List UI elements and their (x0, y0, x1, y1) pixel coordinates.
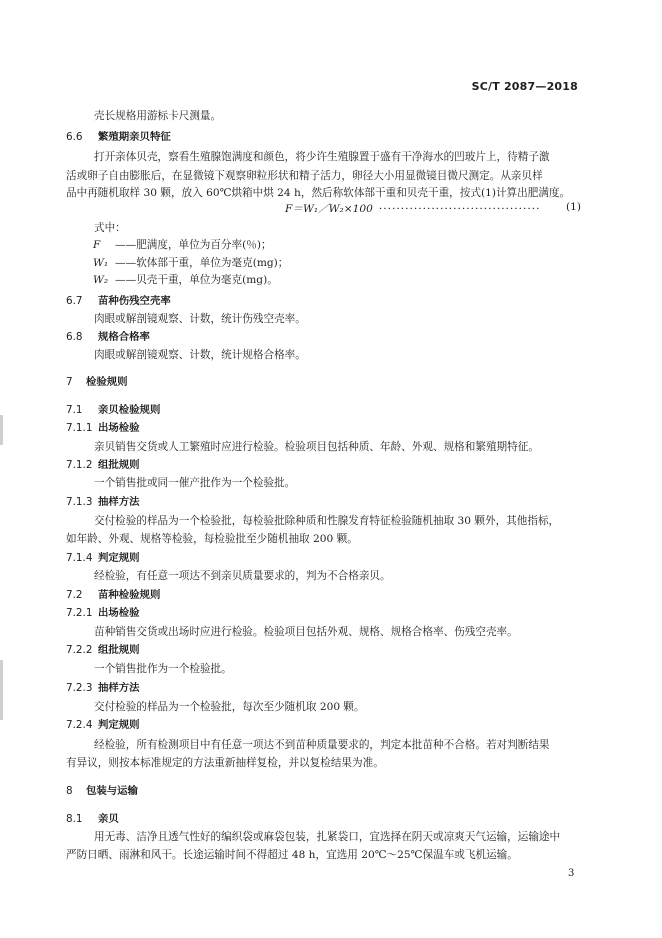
formula-expression: F＝W₁／W₂×100 (285, 203, 373, 215)
section-number: 7.2.2 (66, 644, 93, 656)
section-number: 7.1 (66, 404, 83, 416)
paragraph-line: 如年龄、外观、规格等检验，每检验批至少随机抽取 200 颗。 (66, 533, 358, 545)
paragraph-line: 苗种销售交货或出场时应进行检验。检验项目包括外观、规格、规格合格率、伤残空壳率。 (94, 626, 518, 638)
section-heading-6-8 (66, 330, 150, 344)
equation-number: (1) (566, 201, 582, 213)
section-number: 7.1.3 (66, 496, 93, 508)
formula (285, 201, 541, 216)
section-heading-7-1 (66, 403, 160, 417)
paragraph-line: 亲贝销售交货或人工繁殖时应进行检验。检验项目包括种质、年龄、外观、规格和繁殖期特征。 (94, 441, 539, 453)
section-title: 组批规则 (98, 459, 140, 471)
section-heading-7 (66, 375, 128, 389)
formula-leader-dots: ····································· (378, 203, 541, 215)
section-heading-6-7 (66, 294, 171, 308)
section-number: 7.2.1 (66, 607, 93, 619)
section-heading-8-1 (66, 812, 119, 826)
definition-symbol: W₁ (93, 257, 109, 269)
section-title: 检验规则 (86, 376, 128, 388)
scan-edge-mark (0, 415, 3, 445)
section-number: 7.1.2 (66, 459, 93, 471)
paragraph-line: 经检验，所有检测项目中有任意一项达不到苗种质量要求的，判定本批苗种不合格。若对判断结果 (94, 739, 550, 751)
paragraph-line: 一个销售批或同一催产批作为一个检验批。 (94, 477, 296, 489)
paragraph-line: 交付检验的样品为一个检验批，每次至少随机取 200 颗。 (94, 701, 365, 713)
section-number: 7.2.3 (66, 682, 93, 694)
section-title: 规格合格率 (98, 331, 150, 343)
paragraph-line: 品中再随机取样 30 颗，放入 60℃烘箱中烘 24 h，然后称软体部干重和贝壳干重，按式(1)计算出肥满度。 (66, 187, 571, 199)
definition-symbol: F (93, 239, 101, 251)
paragraph-line: 打开亲体贝壳，察看生殖腺饱满度和颜色，将少许生殖腺置于盛有干净海水的凹玻片上，待精子激 (94, 151, 550, 163)
paragraph-line: 经检验，有任意一项达不到亲贝质量要求的，判为不合格亲贝。 (94, 570, 391, 582)
section-heading-7-2-3 (66, 681, 140, 695)
definition-f (93, 238, 272, 252)
paragraph-line: 活或卵子自由膨胀后，在显微镜下观察卵粒形状和精子活力，卵径大小用显微镜目微尺测定。从亲贝样 (66, 170, 543, 182)
paragraph-line: 有异议，则按本标准规定的方法重新抽样复检，并以复检结果为准。 (66, 757, 384, 769)
section-title: 抽样方法 (98, 496, 140, 508)
standard-code: SC/T 2087—2018 (471, 80, 578, 93)
section-title: 苗种检验规则 (98, 589, 161, 601)
section-title: 组批规则 (98, 644, 140, 656)
definition-w2 (93, 273, 278, 287)
section-heading-7-2 (66, 588, 160, 602)
paragraph-line: 严防日晒、雨淋和风干。长途运输时间不得超过 48 h，宜选用 20℃～25℃保温车或飞机运输。 (66, 849, 518, 861)
where-label: 式中： (94, 222, 126, 234)
paragraph-line: 用无毒、洁净且透气性好的编织袋或麻袋包装，扎紧袋口，宜选择在阴天或凉爽天气运输，运输途中 (94, 831, 561, 843)
section-heading-7-2-1 (66, 606, 140, 620)
section-title: 繁殖期亲贝特征 (98, 131, 171, 143)
section-title: 判定规则 (98, 719, 140, 731)
section-number: 7.1.1 (66, 422, 93, 434)
definition-w1 (93, 256, 288, 270)
section-number: 6.8 (66, 331, 83, 343)
section-title: 出场检验 (98, 422, 140, 434)
scan-edge-mark (0, 660, 3, 720)
section-heading-7-1-1 (66, 421, 140, 435)
paragraph-line: 肉眼或解剖镜观察、计数，统计伤残空壳率。 (94, 313, 306, 325)
section-heading-7-1-3 (66, 495, 140, 509)
section-title: 包装与运输 (86, 785, 138, 797)
section-number: 6.6 (66, 131, 83, 143)
section-number: 7.1.4 (66, 552, 93, 564)
section-number: 7.2 (66, 589, 83, 601)
paragraph-line: 壳长规格用游标卡尺测量。 (94, 110, 222, 122)
section-number: 7.2.4 (66, 719, 93, 731)
definition-text: ——肥满度，单位为百分率(％)； (115, 239, 272, 251)
page-number: 3 (568, 868, 575, 879)
section-title: 抽样方法 (98, 682, 140, 694)
section-title: 亲贝检验规则 (98, 404, 161, 416)
section-number: 6.7 (66, 295, 83, 307)
section-heading-7-1-4 (66, 551, 140, 565)
section-number: 8.1 (66, 813, 83, 825)
section-heading-8 (66, 784, 138, 798)
paragraph-line: 交付检验的样品为一个检验批，每检验批除种质和性腺发育特征检验随机抽取 30 颗外，其他指标， (94, 515, 560, 527)
section-heading-7-1-2 (66, 458, 140, 472)
section-number: 8 (66, 785, 73, 797)
section-heading-7-2-4 (66, 718, 140, 732)
definition-text: ——贝壳干重，单位为毫克(mg)。 (115, 274, 278, 286)
section-heading-6-6 (66, 130, 171, 144)
section-title: 苗种伤残空壳率 (98, 295, 171, 307)
definition-text: ——软体部干重，单位为毫克(mg)； (115, 257, 289, 269)
section-number: 7 (66, 376, 73, 388)
definition-symbol: W₂ (93, 274, 109, 286)
section-heading-7-2-2 (66, 643, 140, 657)
section-title: 出场检验 (98, 607, 140, 619)
section-title: 亲贝 (98, 813, 119, 825)
section-title: 判定规则 (98, 552, 140, 564)
paragraph-line: 一个销售批作为一个检验批。 (94, 663, 232, 675)
paragraph-line: 肉眼或解剖镜观察、计数，统计规格合格率。 (94, 349, 306, 361)
